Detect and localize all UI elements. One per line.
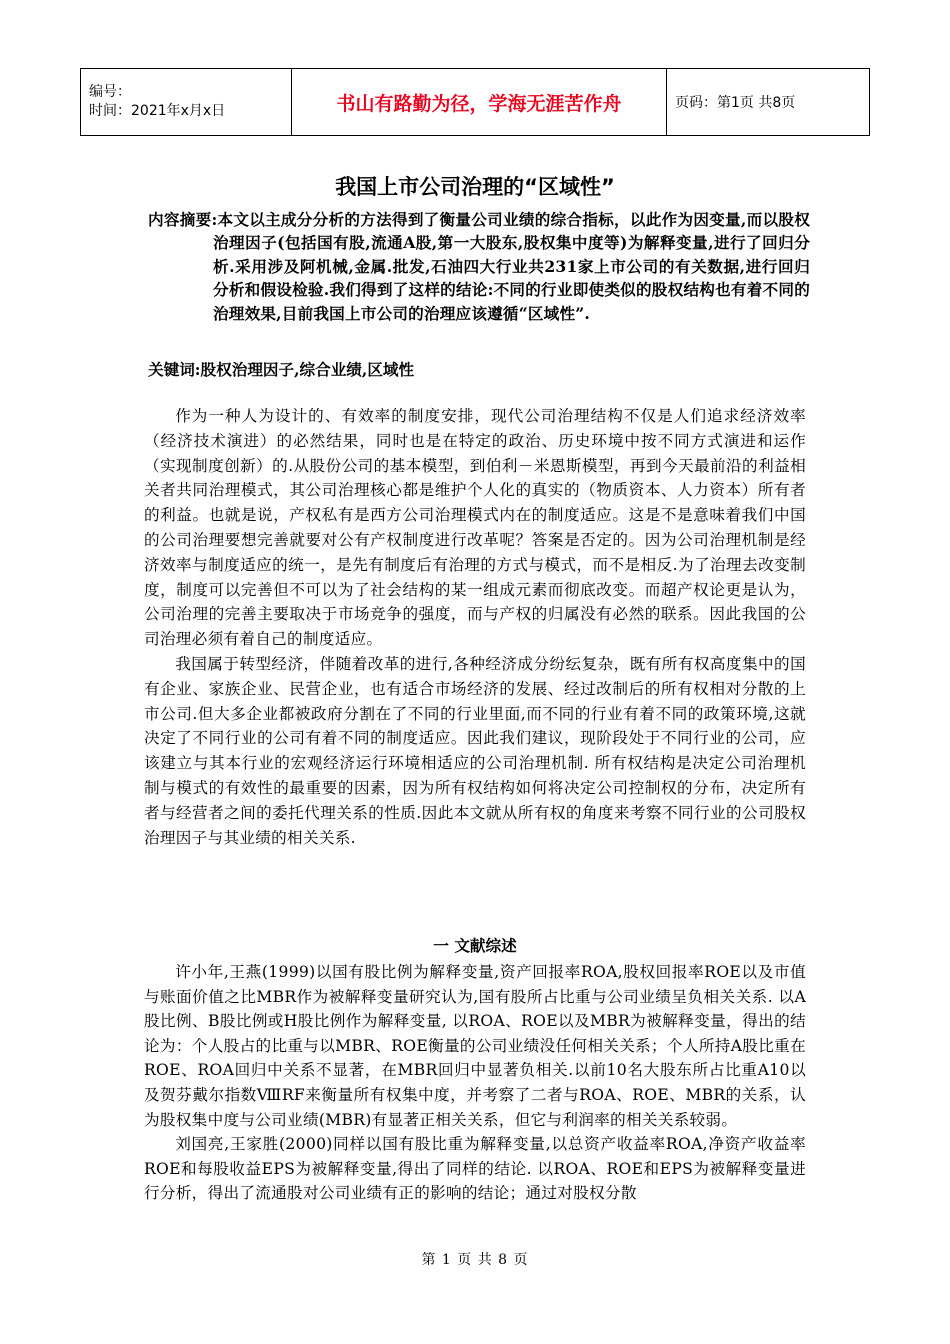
- page-footer: 第 1 页 共 8 页: [421, 1252, 529, 1268]
- header-table: [80, 68, 870, 136]
- paragraph: 作为一种人为设计的、有效率的制度安排，现代公司治理结构不仅是人们追求经济效率（经济技术演进）的必然结果，同时也是在特定的政治、历史环境中按不同方式演进和运作（实现制度创新）的.从股份公司的基本模型，到伯利－米恩斯模型，再到今天最前沿的利益相关者共同治理模式，其公司治理核心都是维护个人化的真实的（物质资本、人力资本）所有者的利益。也就是说，产权私有是西方公司治理模式内在的制度适应。这是不是意味着我们中国的公司治理要想完善就要对公有产权制度进行改革呢？答案是否定的。因为公司治理机制是经济效率与制度适应的统一，是先有制度后有治理的方式与模式，而不是相反.为了治理去改变制度，制度可以完善但不可以为了社会结构的某一组成元素而彻底改变。而超产权论更是认为，公司治理的完善主要取决于市场竞争的强度，而与产权的归属没有必然的联系。因此我国的公司治理必须有着自己的制度适应。: [144, 407, 806, 649]
- header-page-info: 页码：第1页 共8页: [667, 69, 870, 136]
- abstract-text: 本文以主成分分析的方法得到了衡量公司业绩的综合指标，以此作为因变量,而以股权治理因子(包括国有股,流通A股,第一大股东,股权集中度等)为解释变量,进行了回归分析.采用涉及阿机械,金属.批发,石油四大行业共231家上市公司的有关数据,进行回归分析和假设检验.我们得到了这样的结论:不同的行业即使类似的股权结构也有着不同的治理效果,目前我国上市公司的治理应该遵循“区域性”.: [213, 210, 810, 323]
- main-body: [144, 404, 806, 850]
- section-body: [144, 960, 806, 1206]
- keywords: 关键词:股权治理因子,综合业绩,区域性: [148, 360, 415, 379]
- header-motto: 书山有路勤为径，学海无涯苦作舟: [292, 69, 667, 136]
- document-title: 我国上市公司治理的“区域性”: [335, 175, 615, 199]
- abstract-label: 内容摘要:: [148, 210, 218, 229]
- document-number-label: 编号：: [89, 84, 131, 100]
- paragraph: 刘国亮,王家胜(2000)同样以国有股比重为解释变量,以总资产收益率ROA,净资产收益率ROE和每股收益EPS为被解释变量,得出了同样的结论. 以ROA、ROE和EPS为被解释变量进行分析，得出了流通股对公司业绩有正的影响的结论；通过对股权分散: [144, 1135, 806, 1203]
- document-date: 时间：2021年x月x日: [89, 103, 226, 119]
- paragraph: 许小年,王燕(1999)以国有股比例为解释变量,资产回报率ROA,股权回报率ROE以及市值与账面价值之比MBR作为被解释变量研究认为,国有股所占比重与公司业绩呈负相关关系. 以A股比例、B股比例或H股比例作为解释变量, 以ROA、ROE以及MBR为被解释变量，得出的结论为：个人股占的比重与以MBR、ROE衡量的公司业绩没任何相关关系；个人所持A股比重在ROE、ROA回归中关系不显著，在MBR回归中显著负相关.以前10名大股东所占比重A10以及贺芬戴尔指数ⅧRF来衡量所有权集中度，并考察了二者与ROA、ROE、MBR的关系，认为股权集中度与公司业绩(MBR)有显著正相关关系，但它与利润率的相关关系较弱。: [144, 963, 806, 1129]
- header-meta: [81, 69, 292, 136]
- section-title: 一 文献综述: [433, 936, 517, 955]
- abstract: [148, 208, 810, 325]
- paragraph: 我国属于转型经济，伴随着改革的进行,各种经济成分纷纭复杂，既有所有权高度集中的国有企业、家族企业、民营企业，也有适合市场经济的发展、经过改制后的所有权相对分散的上市公司.但大多企业都被政府分割在了不同的行业里面,而不同的行业有着不同的政策环境,这就决定了不同行业的公司有着不同的制度适应。因此我们建议，现阶段处于不同行业的公司，应该建立与其本行业的宏观经济运行环境相适应的公司治理机制. 所有权结构是决定公司治理机制与模式的有效性的最重要的因素，因为所有权结构如何将决定公司控制权的分布，决定所有者与经营者之间的委托代理关系的性质.因此本文就从所有权的角度来考察不同行业的公司股权治理因子与其业绩的相关关系.: [144, 654, 806, 847]
